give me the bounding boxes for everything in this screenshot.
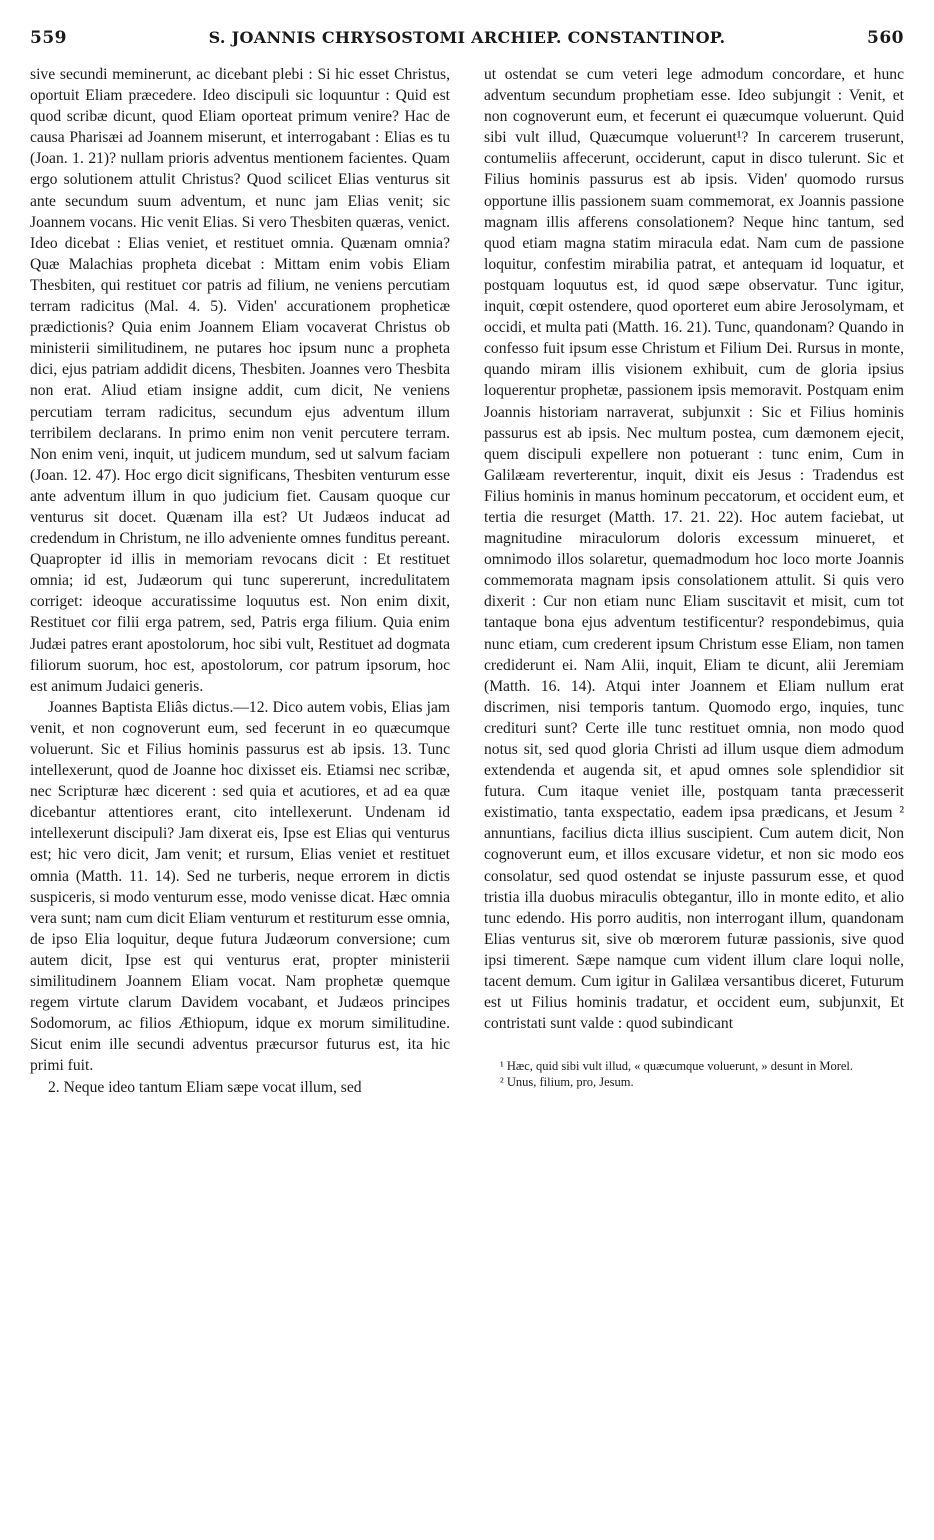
footnote-1: ¹ Hæc, quid sibi vult illud, « quæcumque voluerunt, » desunt in Morel.	[500, 1059, 854, 1074]
left-paragraph-1: sive secundi meminerunt, ac dicebant plebi : Si hic esset Christus, oportuit Eliam præcedere. Ideo discipuli sic loquuntur : Quid est quod scribæ dicunt, quod Eliam oporteat primum venire? Hac de causa Pharisæi ad Joannem miserunt, et interrogabant : Elias es tu (Joan. 1. 21)? nullam prioris adventus mentionem facientes. Quam ergo solutionem attulit Christus? Quod scilicet Elias venturus sit ante secundum suum adventum, et nunc jam Elias venit; sic Joannem vocans. Hic venit Elias. Si vero Thesbiten quæras, venict. Ideo dicebat : Elias veniet, et restituet omnia. Quænam omnia? Quæ Malachias propheta dicebat : Mittam enim vobis Eliam Thesbiten, qui restituet cor patris ad filium, ne veniens percutiam terram radicitus (Mal. 4. 5). Viden' accurationem propheticæ prædictionis? Quia enim Joannem Eliam vocaverat Christus ob ministerii similitudinem, ne putares hoc ipsum nunc a propheta dici, ejus patriam addidit dicens, Thesbiten. Joannes vero Thesbita non erat. Aliud etiam insigne addit, cum dicit, Ne veniens percutiam terram radicitus, secundum ejus adventum illum terribilem declarans. In primo enim non venit percutere terram. Non enim veni, inquit, ut judicem mundum, sed ut salvum faciam (Joan. 12. 47). Hoc ergo dicit significans, Thesbiten venturum esse ante adventum illum in quo judicium fiet. Causam quoque cur venturus sit docet. Quænam illa est? Ut Judæos inducat ad credendum in Christum, ne illo adveniente omnes funditus pereant. Quapropter id illis in memoriam revocans dicit : Et restituet omnia; id est, Judæorum qui tunc supererunt, incredulitatem corriget: ideoque accuratissime loquutus est. Non enim dixit, Restituet cor filii erga patrem, sed, Patris erga filium. Quia enim Judæi patres erant apostolorum, hoc sibi vult, Restituet ad dogmata filiorum suorum, hoc est, apostolorum, cor patrum ipsorum, hoc est animum Judaici generis.	[30, 66, 450, 695]
left-page-number: 559	[30, 28, 67, 48]
right-paragraph-1: ut ostendat se cum veteri lege admodum concordare, et hunc adventum secundum prophetiam esse. Ideo subjungit : Venit, et non cognoverunt eum, et fecerunt ei quæcumque voluerunt. Quid sibi vult illud, Quæcumque voluerunt¹? In carcerem truserunt, contumeliis affecerunt, occiderunt, caput in disco tulerunt. Sic et Filius hominis passurus est ab ipsis. Viden' quomodo rursus opportune illis passionem suam commemorat, ex Joannis passione magnam illis afferens consolationem? Neque hinc tantum, sed quod etiam magna statim miracula edat. Nam cum de passione loquitur, confestim mirabilia patrat, et antequam id loquatur, et postquam loquutus est, id quod sæpe observatur. Tunc igitur, inquit, cœpit ostendere, quod oporteret eum abire Jerosolymam, et occidi, et multa pati (Matth. 16. 21). Tunc, quandonam? Quando in confesso fuit ipsum esse Christum et Filium Dei. Rursus in monte, quando miram illis visionem exhibuit, cum de gloria ipsius loquerentur prophetæ, passionem ipsis memoravit. Postquam enim Joannis historiam narraverat, subjunxit : Sic et Filius hominis passurus est ab ipsis. Nec multum postea, cum dæmonem ejecit, quem discipuli expellere non potuerant : tunc enim, Cum in Galilæam reverterentur, inquit, dixit eis Jesus : Tradendus est Filius hominis in manus hominum peccatorum, et occident eum, et tertia die resurget (Matth. 17. 21. 22). Hoc autem faciebat, ut magnitudine miraculorum doloris excessum minueret, et omnimodo illos solaretur, quemadmodum hoc loco morte Joannis commemorata magnam ipsis consolationem attulit. Si quis vero dixerit : Cur non etiam nunc Eliam suscitavit et misit, cum tot tantaque bona ejus adventum testificentur? respondebimus, quia nunc etiam, cum crederent ipsum Christum esse Eliam, non tamen crediderunt ei. Nam Alii, inquit, Eliam te dicunt, alii Jeremiam (Matth. 16. 14). Atqui inter Joannem et Eliam nullum erat discrimen, nisi temporis tantum. Quomodo ergo, inquies, tunc credituri sunt? Certe ille tunc restituet omnia, non modo quod notus sit, sed quod gloria Christi ad illum usque diem admodum extendenda et augenda sit, et apud omnes sole splendidior sit futura. Cum itaque veniet ille, postquam tanta præcesserit existimatio, tanta exspectatio, eadem ipsa prædicans, et Jesum ² annuntians, facilius dicta illius suscipient. Cum autem dicit, Non cognoverunt eum, et illos excusare videtur, et non sic modo eos consolatur, sed quod ostendat se injuste passurum esse, et quod tristia illa duobus miraculis obtegantur, illo in monte edito, et alio tunc edendo. His porro auditis, non interrogant illum, quandonam Elias venturus sit, sive ob mœrorem futuræ passionis, sive quod ipsi timerent. Sæpe namque cum vident illum clare loqui nolle, tacent demum. Cum igitur in Galilæa versantibus diceret, Futurum est ut Filius hominis tradatur, et occident eum, subjunxit, Et contristati sunt valde : quod subindicant	[484, 66, 904, 1033]
right-page-number: 560	[866, 28, 904, 48]
left-paragraph-3: 2. Neque ideo tantum Eliam sæpe vocat illum, sed	[48, 1078, 362, 1096]
left-paragraph-2: Joannes Baptista Eliâs dictus.—12. Dico autem vobis, Elias jam venit, et non cognoverunt eum, sed fecerunt in eo quæcumque voluerunt. Sic et Filius hominis passurus est ab ipsis. 13. Tunc intellexerunt, quod de Joanne hoc dixisset eis. Etiamsi nec scribæ, nec Scripturæ hæc dicerent : sed quia et acutiores, et ad ea quæ dicebantur attentiores erant, cito intellexerunt. Undenam id intellexerunt discipuli? Jam dixerat eis, Ipse est Elias qui venturus est; hic vero dicit, Jam venit; et rursum, Elias veniet et restituet omnia (Matth. 11. 14). Sed ne turberis, neque errorem in dictis suspiceris, si modo venturum esse, modo venisse dicat. Hæc omnia vera sunt; nam cum dicit Eliam venturum et restiturum esse omnia, de ipso Elia loquitur, deque futura Judæorum conversione; cum autem dicit, Ipse est qui venturus erat, propter ministerii similitudinem Joannem Eliam vocat. Nam prophetæ quemque regem virtute clarum Davidem vocabant, et Judæos principes Sodomorum, ac filios Æthiopum, idque ex morum similitudine. Sicut enim ille secundi adventus præcursor futurus est, ita hic primi fuit.	[30, 698, 450, 1075]
running-title: S. JOANNIS CHRYSOSTOMI ARCHIEP. CONSTANTINOP.	[208, 28, 726, 47]
right-column	[484, 64, 904, 1098]
running-header	[30, 28, 904, 62]
footnotes	[484, 1058, 904, 1090]
text-columns	[30, 64, 904, 1098]
left-column	[30, 64, 450, 1098]
footnote-2: ² Unus, filium, pro, Jesum.	[500, 1075, 634, 1090]
